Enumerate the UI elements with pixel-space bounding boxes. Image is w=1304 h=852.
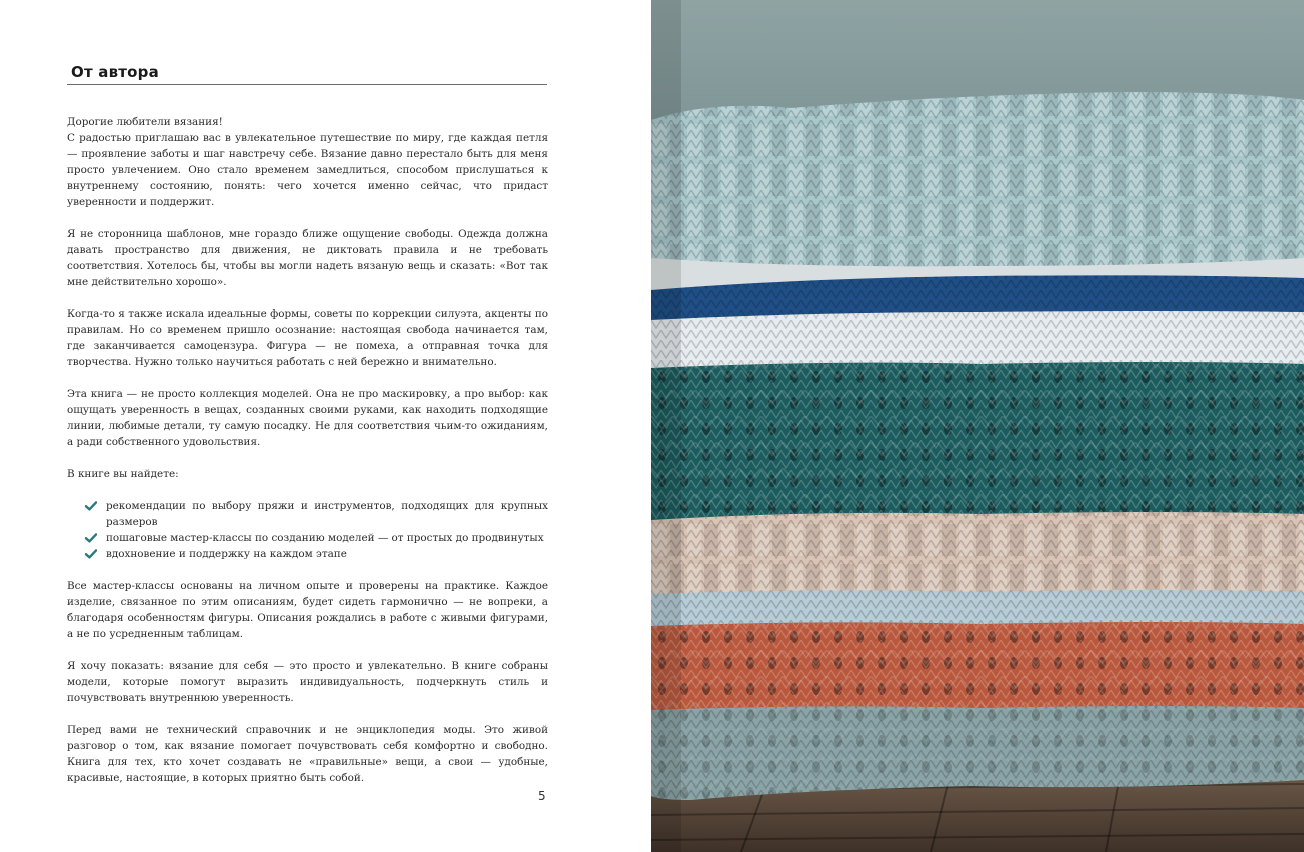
list-item bbox=[67, 498, 548, 530]
page-number: 5 bbox=[538, 789, 546, 803]
body-text bbox=[67, 114, 548, 786]
list-item-text: вдохновение и поддержку на каждом этапе bbox=[106, 548, 347, 560]
paragraph: Эта книга — не просто коллекция моделей. Она не про маскировку, а про выбор: как ощущать уверенность в вещах, созданных своими руками, как находить подходящие линии, любимые детали, ту самую посадку. Не для соответствия чьим-то ожиданиям, а ради собственного удовольствия. bbox=[67, 388, 548, 448]
checkmark-icon bbox=[85, 501, 97, 511]
paragraph: Я не сторонница шаблонов, мне гораздо ближе ощущение свободы. Одежда должна давать пространство для движения, не диктовать правила и не требовать соответствия. Хотелось бы, чтобы вы могли надеть вязаную вещь и сказать: «Вот так мне действительно хорошо». bbox=[67, 228, 548, 288]
photo-illustration bbox=[651, 0, 1304, 852]
list-item bbox=[67, 530, 548, 546]
title-divider bbox=[67, 84, 547, 85]
paragraph: С радостью приглашаю вас в увлекательное путешествие по миру, где каждая петля — проявление заботы и шаг навстречу себе. Вязание давно перестало быть для меня просто увлечением. Оно стало временем замедлиться, способом прислушаться к внутреннему состоянию, понять: чего хочется именно сейчас, что придаст уверенности и поддержит. bbox=[67, 132, 548, 208]
page-title: От автора bbox=[71, 63, 159, 81]
list-item-text: рекомендации по выбору пряжи и инструментов, подходящих для крупных размеров bbox=[106, 500, 548, 528]
checkmark-icon bbox=[85, 549, 97, 559]
checkmark-icon bbox=[85, 533, 97, 543]
list-item-text: пошаговые мастер-классы по созданию моделей — от простых до продвинутых bbox=[106, 532, 544, 544]
paragraph: Все мастер-классы основаны на личном опыте и проверены на практике. Каждое изделие, связанное по этим описаниям, будет сидеть гармонично — не вопреки, а благодаря особенностям фигуры. Описания рождались в работе с живыми фигурами, а не по усредненным таблицам. bbox=[67, 580, 548, 640]
paragraph: Я хочу показать: вязание для себя — это просто и увлекательно. В книге собраны модели, которые помогут выразить индивидуальность, подчеркнуть стиль и почувствовать внутреннюю уверенность. bbox=[67, 660, 548, 704]
knitted-sweaters-stack-photo bbox=[651, 0, 1304, 852]
list-item bbox=[67, 546, 548, 562]
text-page bbox=[0, 0, 651, 852]
feature-list bbox=[67, 498, 548, 562]
paragraph: Перед вами не технический справочник и не энциклопедия моды. Это живой разговор о том, как вязание помогает почувствовать себя комфортно и свободно. Книга для тех, кто хочет создавать не «правильные» вещи, а свои — удобные, красивые, настоящие, в которых приятно быть собой. bbox=[67, 724, 548, 784]
list-intro: В книге вы найдете: bbox=[67, 468, 179, 480]
paragraph: Когда-то я также искала идеальные формы, советы по коррекции силуэта, акценты по правилам. Но со временем пришло осознание: настоящая свобода начинается там, где заканчивается самоцензура. Фигура — не помеха, а отправная точка для творчества. Нужно только научиться работать с ней бережно и внимательно. bbox=[67, 308, 548, 368]
greeting: Дорогие любители вязания! bbox=[67, 116, 223, 128]
